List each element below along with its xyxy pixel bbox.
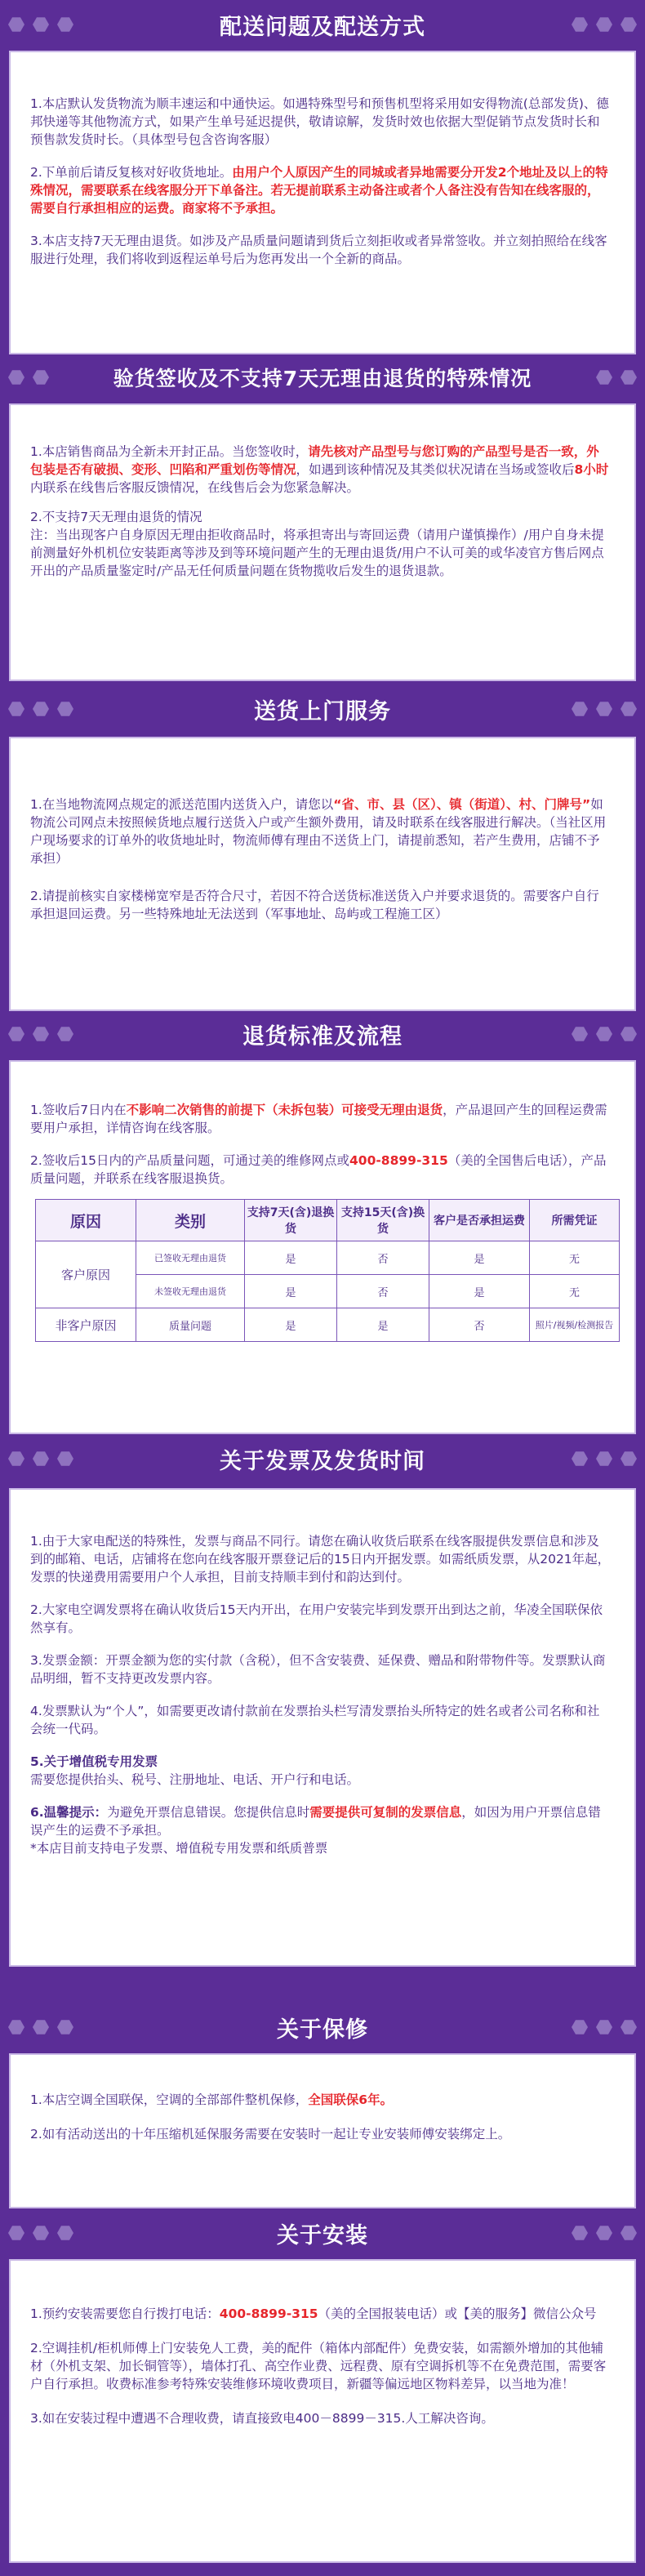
table-header-row [36, 1200, 620, 1241]
paragraph: 2.大家电空调发票将在确认收货后15天内开出，在用户安装完毕到发票开出到达之前，华凌全国联保依然享有。 [30, 1602, 603, 1635]
section-header [0, 353, 645, 402]
paragraph: 3.发票金额：开票金额为您的实付款（含税），但不含安装费、延保费、赠品和附带物件等。发票默认商品明细，暂不支持更改发票内容。 [30, 1653, 606, 1686]
section-header [0, 1434, 645, 1483]
hex-decoration-left [8, 1451, 73, 1467]
table-header: 类别 [136, 1200, 245, 1241]
paragraph: 2.签收后15日内的产品质量问题，可通过美的维修网点或400-8899-315（美的全国售后电话），产品质量问题，并联系在线客服退换货。 [30, 1153, 607, 1186]
card-invoice [9, 1488, 636, 1967]
returns-table [35, 1199, 620, 1342]
table-row [36, 1308, 620, 1342]
hex-decoration-right [572, 701, 637, 717]
paragraph: 3.如在安装过程中遭遇不合理收费，请直接致电400－8899－315.人工解决咨询。 [30, 2411, 494, 2426]
paragraph: 1.本店空调全国联保，空调的全部部件整机保修，全国联保6年。 [30, 2092, 394, 2107]
paragraph: 1.本店销售商品为全新未开封正品。当您签收时，请先核对产品型号与您订购的产品型号是否一致，外包装是否有破损、变形、凹陷和严重划伤等情况，如遇到该种情况及其类似状况请在当场或签收后8小时内联系在线售后客服反馈情况，在线售后会为您紧急解决。 [30, 444, 609, 495]
paragraph: 1.预约安装需要您自行拨打电话：400-8899-315（美的全国报装电话）或【美的服务】微信公众号 [30, 2306, 597, 2321]
card-delivery [9, 51, 636, 354]
hex-decoration-right [596, 369, 637, 386]
section-title: 退货标准及流程 [242, 1023, 403, 1050]
section-title: 关于保修 [277, 2017, 368, 2043]
table-cell: 已签收无理由退货 [136, 1241, 245, 1275]
paragraph: 1.由于大家电配送的特殊性，发票与商品不同行。请您在确认收货后联系在线客服提供发票信息和涉及到的邮箱、电话，店铺将在您向在线客服开票登记后的15日内开据发票。如需纸质发票，从2021年起，发票的快递费用需要用户个人承担，目前支持顺丰到付和韵达到付。 [30, 1534, 611, 1584]
table-cell-group: 非客户原因 [36, 1308, 136, 1342]
section-title: 配送问题及配送方式 [220, 14, 425, 40]
section-title: 送货上门服务 [254, 698, 391, 724]
hex-decoration-right [572, 1026, 637, 1042]
table-header: 支持7天(含)退换货 [245, 1200, 337, 1241]
paragraph: 2.下单前后请反复核对好收货地址。由用户个人原因产生的同城或者异地需要分开发2个地址及以上的特殊情况，需要联系在线客服分开下单备注。若无提前联系主动备注或者个人备注没有告知在线客服的，需要自行承担相应的运费。商家将不予承担。 [30, 165, 608, 216]
table-row [36, 1241, 620, 1275]
table-header: 客户是否承担运费 [429, 1200, 530, 1241]
table-header: 支持15天(含)换货 [337, 1200, 429, 1241]
table-cell: 是 [245, 1275, 337, 1308]
table-header: 所需凭证 [530, 1200, 620, 1241]
hex-decoration-left [8, 701, 73, 717]
table-cell: 照片/视频/检测报告 [530, 1308, 620, 1342]
hex-decoration-right [572, 1451, 637, 1467]
hex-decoration-left [8, 16, 73, 33]
table-cell: 质量问题 [136, 1308, 245, 1342]
table-cell-group: 客户原因 [36, 1241, 136, 1308]
section-title: 验货签收及不支持7天无理由退货的特殊情况 [113, 367, 532, 390]
paragraph: 5.关于增值税专用发票 需要您提供抬头、税号、注册地址、电话、开户行和电话。 [30, 1754, 360, 1787]
paragraph: 1.在当地物流网点规定的派送范围内送货入户，请您以“省、市、县（区）、镇（街道）、村、门牌号”如物流公司网点未按照候货地点履行送货入户或产生额外费用，请及时联系在线客服进行解决。（当社区用户现场要求的订单外的收货地址时，物流师傅有理由不送货上门，请提前悉知，若产生费用，店铺不予承担） [30, 797, 607, 866]
hex-decoration-right [572, 16, 637, 33]
hex-decoration-left [8, 1026, 73, 1042]
hex-decoration-right [572, 2225, 637, 2241]
table-cell: 未签收无理由退货 [136, 1275, 245, 1308]
section-header [0, 1009, 645, 1058]
card-installation [9, 2259, 636, 2563]
hex-decoration-left [8, 2225, 73, 2241]
table-cell: 否 [337, 1241, 429, 1275]
hex-decoration-left [8, 369, 49, 386]
table-cell: 无 [530, 1241, 620, 1275]
table-cell: 是 [337, 1308, 429, 1342]
table-cell: 否 [429, 1308, 530, 1342]
paragraph: 2.请提前核实自家楼梯宽窄是否符合尺寸，若因不符合送货标准送货入户并要求退货的。需要客户自行承担退回运费。另一些特殊地址无法送到（军事地址、岛屿或工程施工区） [30, 889, 599, 921]
paragraph: 2.空调挂机/柜机师傅上门安装免人工费，美的配件（箱体内部配件）免费安装，如需额外增加的其他辅材（外机支架、加长铜管等），墙体打孔、高空作业费、远程费、原有空调拆机等不在免费范围，需要客户自行承担。收费标准参考特殊安装维修环境收费项目，新疆等偏远地区物料差异，以当地为准！ [30, 2341, 607, 2391]
paragraph: 3.本店支持7天无理由退货。如涉及产品质量问题请到货后立刻拒收或者异常签收。并立刻拍照给在线客服进行处理，我们将收到返程运单号后为您再发出一个全新的商品。 [30, 234, 607, 266]
table-cell: 是 [429, 1275, 530, 1308]
card-warranty [9, 2053, 636, 2208]
table-cell: 是 [245, 1241, 337, 1275]
paragraph: 6.温馨提示：为避免开票信息错误。您提供信息时需要提供可复制的发票信息，如因为用户开票信息错误产生的运费不予承担。 *本店目前支持电子发票、增值税专用发票和纸质普票 [30, 1805, 601, 1856]
section-header [0, 0, 645, 49]
card-inspection [9, 403, 636, 681]
hex-decoration-right [572, 2019, 637, 2035]
card-returns [9, 1060, 636, 1434]
paragraph: 1.签收后7日内在不影响二次销售的前提下（未拆包装）可接受无理由退货，产品退回产生的回程运费需要用户承担，详情咨询在线客服。 [30, 1103, 607, 1135]
paragraph: 4.发票默认为“个人”，如需要更改请付款前在发票抬头栏写清发票抬头所特定的姓名或者公司名称和社会统一代码。 [30, 1704, 600, 1736]
table-cell: 是 [245, 1308, 337, 1342]
paragraph: 2.如有活动送出的十年压缩机延保服务需要在安装时一起让专业安装师傅安装绑定上。 [30, 2127, 511, 2141]
section-title: 关于安装 [277, 2222, 368, 2248]
paragraph: 2.不支持7天无理由退货的情况 注：当出现客户自身原因无理由拒收商品时，将承担寄出与寄回运费（请用户谨慎操作）/用户自身未提前测量好外机机位安装距离等涉及到等环境问题产生的无理由退货/用户不认可美的或华凌官方售后网点开出的产品质量鉴定时/产品无任何质量问题在货物揽收后发生的退货退款。 [30, 510, 604, 578]
section-header [0, 684, 645, 733]
section-title: 关于发票及发货时间 [220, 1448, 425, 1474]
section-delivery [0, 0, 645, 49]
hex-decoration-left [8, 2019, 73, 2035]
section-header [0, 2003, 645, 2052]
table-cell: 无 [530, 1275, 620, 1308]
paragraph: 1.本店默认发货物流为顺丰速运和中通快运。如遇特殊型号和预售机型将采用如安得物流(总部发货)、德邦快递等其他物流方式，如果产生单号延迟提供，敬请谅解，发货时效也依据大型促销节点发货时长和预售款发货时长。（具体型号包含咨询客服） [30, 96, 609, 147]
card-delivery-service [9, 737, 636, 1011]
table-cell: 否 [337, 1275, 429, 1308]
section-header [0, 2208, 645, 2257]
table-header: 原因 [36, 1200, 136, 1241]
table-cell: 是 [429, 1241, 530, 1275]
